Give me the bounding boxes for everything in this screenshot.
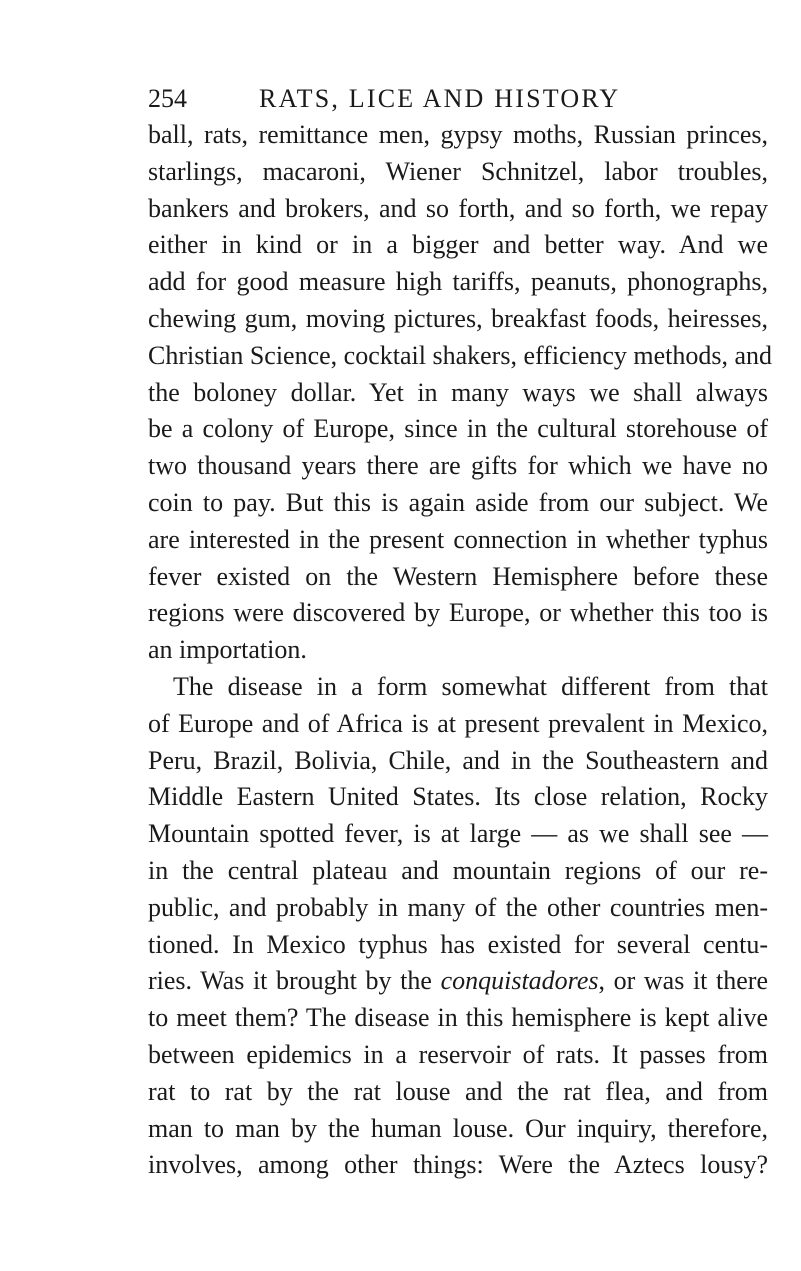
- text-line: tioned. In Mexico typhus has existed for several centu-: [148, 929, 768, 959]
- text-line: between epidemics in a reservoir of rats. It passes from: [148, 1039, 768, 1069]
- text-line: regions were discovered by Europe, or whether this too is: [148, 598, 768, 628]
- text-line: two thousand years there are gifts for which we have no: [148, 451, 768, 481]
- text-line: to meet them? The disease in this hemisphere is kept alive: [148, 1003, 768, 1033]
- text-line: Middle Eastern United States. Its close relation, Rocky: [148, 782, 768, 812]
- text-line: public, and probably in many of the other countries men-: [148, 892, 768, 922]
- text-run: , or was it there: [598, 966, 768, 996]
- text-line: man to man by the human louse. Our inquiry, therefore,: [148, 1113, 768, 1143]
- text-line: in the central plateau and mountain regions of our re-: [148, 855, 768, 885]
- text-line: ball, rats, remittance men, gypsy moths, Russian princes,: [148, 120, 768, 149]
- text-line: either in kind or in a bigger and better way. And we: [148, 230, 768, 260]
- text-line: starlings, macaroni, Wiener Schnitzel, labor troubles,: [148, 156, 768, 186]
- text-line: the boloney dollar. Yet in many ways we shall always: [148, 377, 768, 407]
- text-line: fever existed on the Western Hemisphere before these: [148, 561, 768, 591]
- text-line: of Europe and of Africa is at present prevalent in Mexico,: [148, 708, 768, 738]
- text-line: Mountain spotted fever, is at large — as we shall see —: [148, 819, 768, 849]
- text-line: chewing gum, moving pictures, breakfast foods, heiresses,: [148, 303, 768, 333]
- text-line: bankers and brokers, and so forth, and so forth, we repay: [148, 193, 768, 223]
- italic-text: conquistadores: [440, 966, 599, 996]
- text-line: Christian Science, cocktail shakers, efficiency methods, and: [148, 340, 773, 370]
- text-run: ries. Was it brought by the: [148, 966, 441, 996]
- text-line: are interested in the present connection in whether typhus: [148, 524, 768, 554]
- page-number: 254: [148, 84, 187, 113]
- text-line: coin to pay. But this is again aside from our subject. We: [148, 487, 768, 517]
- text-line: be a colony of Europe, since in the cultural storehouse of: [148, 414, 768, 444]
- text-line: The disease in a form somewhat different from that: [173, 671, 768, 701]
- text-line: Peru, Brazil, Bolivia, Chile, and in the Southeastern and: [148, 745, 768, 775]
- body-text: [148, 117, 773, 1184]
- text-line: an importation.: [148, 635, 307, 665]
- text-line: involves, among other things: Were the Aztecs lousy?: [148, 1150, 768, 1180]
- text-line: [148, 963, 768, 1000]
- running-title: RATS, LICE AND HISTORY: [259, 84, 621, 113]
- page-header: [148, 81, 768, 117]
- text-line: rat to rat by the rat louse and the rat flea, and from: [148, 1076, 768, 1106]
- text-line: add for good measure high tariffs, peanuts, phonographs,: [148, 267, 768, 297]
